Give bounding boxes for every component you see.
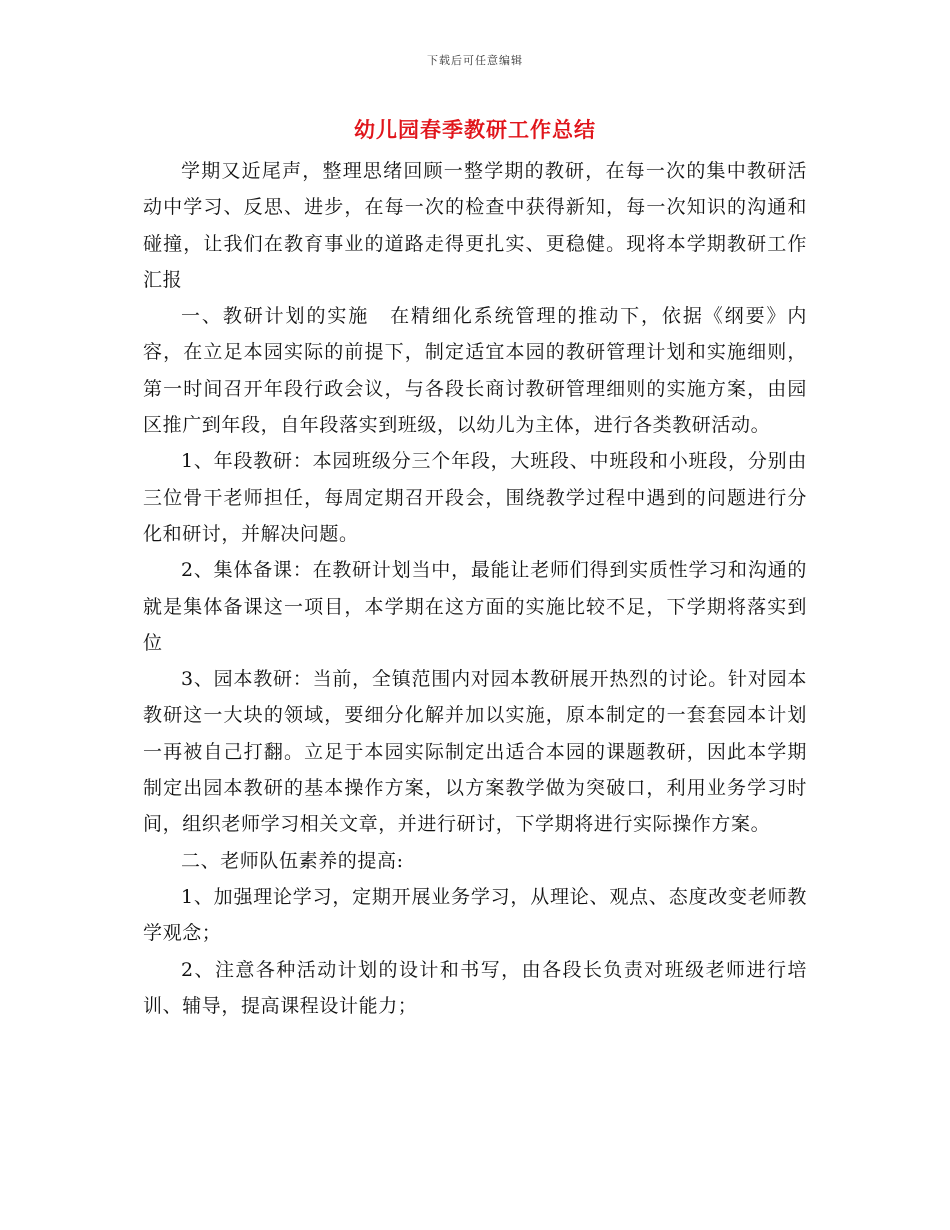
header-note: 下载后可任意编辑 [427,54,523,67]
paragraph-section-2: 二、老师队伍素养的提高: [181,849,404,872]
paragraph-item-2-1: 1、加强理论学习，定期开展业务学习，从理论、观点、态度改变老师教学观念； [143,885,807,945]
paragraph-item-1-3: 3、园本教研：当前，全镇范围内对园本教研展开热烈的讨论。针对园本教研这一大块的领域，要细分化解并加以实施，原本制定的一套套园本计划一再被自己打翻。立足于本园实际制定出适合本园的课题教研，因此本学期制定出园本教研的基本操作方案，以方案教学做为突破口，利用业务学习时间，组织老师学习相关文章，并进行研讨，下学期将进行实际操作方案。 [143,668,807,836]
paragraph-item-2-2: 2、注意各种活动计划的设计和书写，由各段长负责对班级老师进行培训、辅导，提高课程设计能力； [143,958,807,1017]
document-body [143,153,807,1024]
paragraph-intro: 学期又近尾声，整理思绪回顾一整学期的教研，在每一次的集中教研活动中学习、反思、进步，在每一次的检查中获得新知，每一次知识的沟通和碰撞，让我们在教育事业的道路走得更扎实、更稳健。现将本学期教研工作汇报 [143,160,807,291]
paragraph-section-1: 一、教研计划的实施 在精细化系统管理的推动下，依据《纲要》内容，在立足本园实际的前提下，制定适宜本园的教研管理计划和实施细则，第一时间召开年段行政会议，与各段长商讨教研管理细则的实施方案，由园区推广到年段，自年段落实到班级，以幼儿为主体，进行各类教研活动。 [143,305,807,437]
paragraph-item-1-2: 2、集体备课：在教研计划当中，最能让老师们得到实质性学习和沟通的就是集体备课这一项目，本学期在这方面的实施比较不足，下学期将落实到位 [143,559,807,654]
document-title: 幼儿园春季教研工作总结 [354,118,596,142]
paragraph-item-1-1: 1、年段教研：本园班级分三个年段，大班段、中班段和小班段，分别由三位骨干老师担任，每周定期召开段会，围绕教学过程中遇到的问题进行分化和研讨，并解决问题。 [143,450,807,545]
